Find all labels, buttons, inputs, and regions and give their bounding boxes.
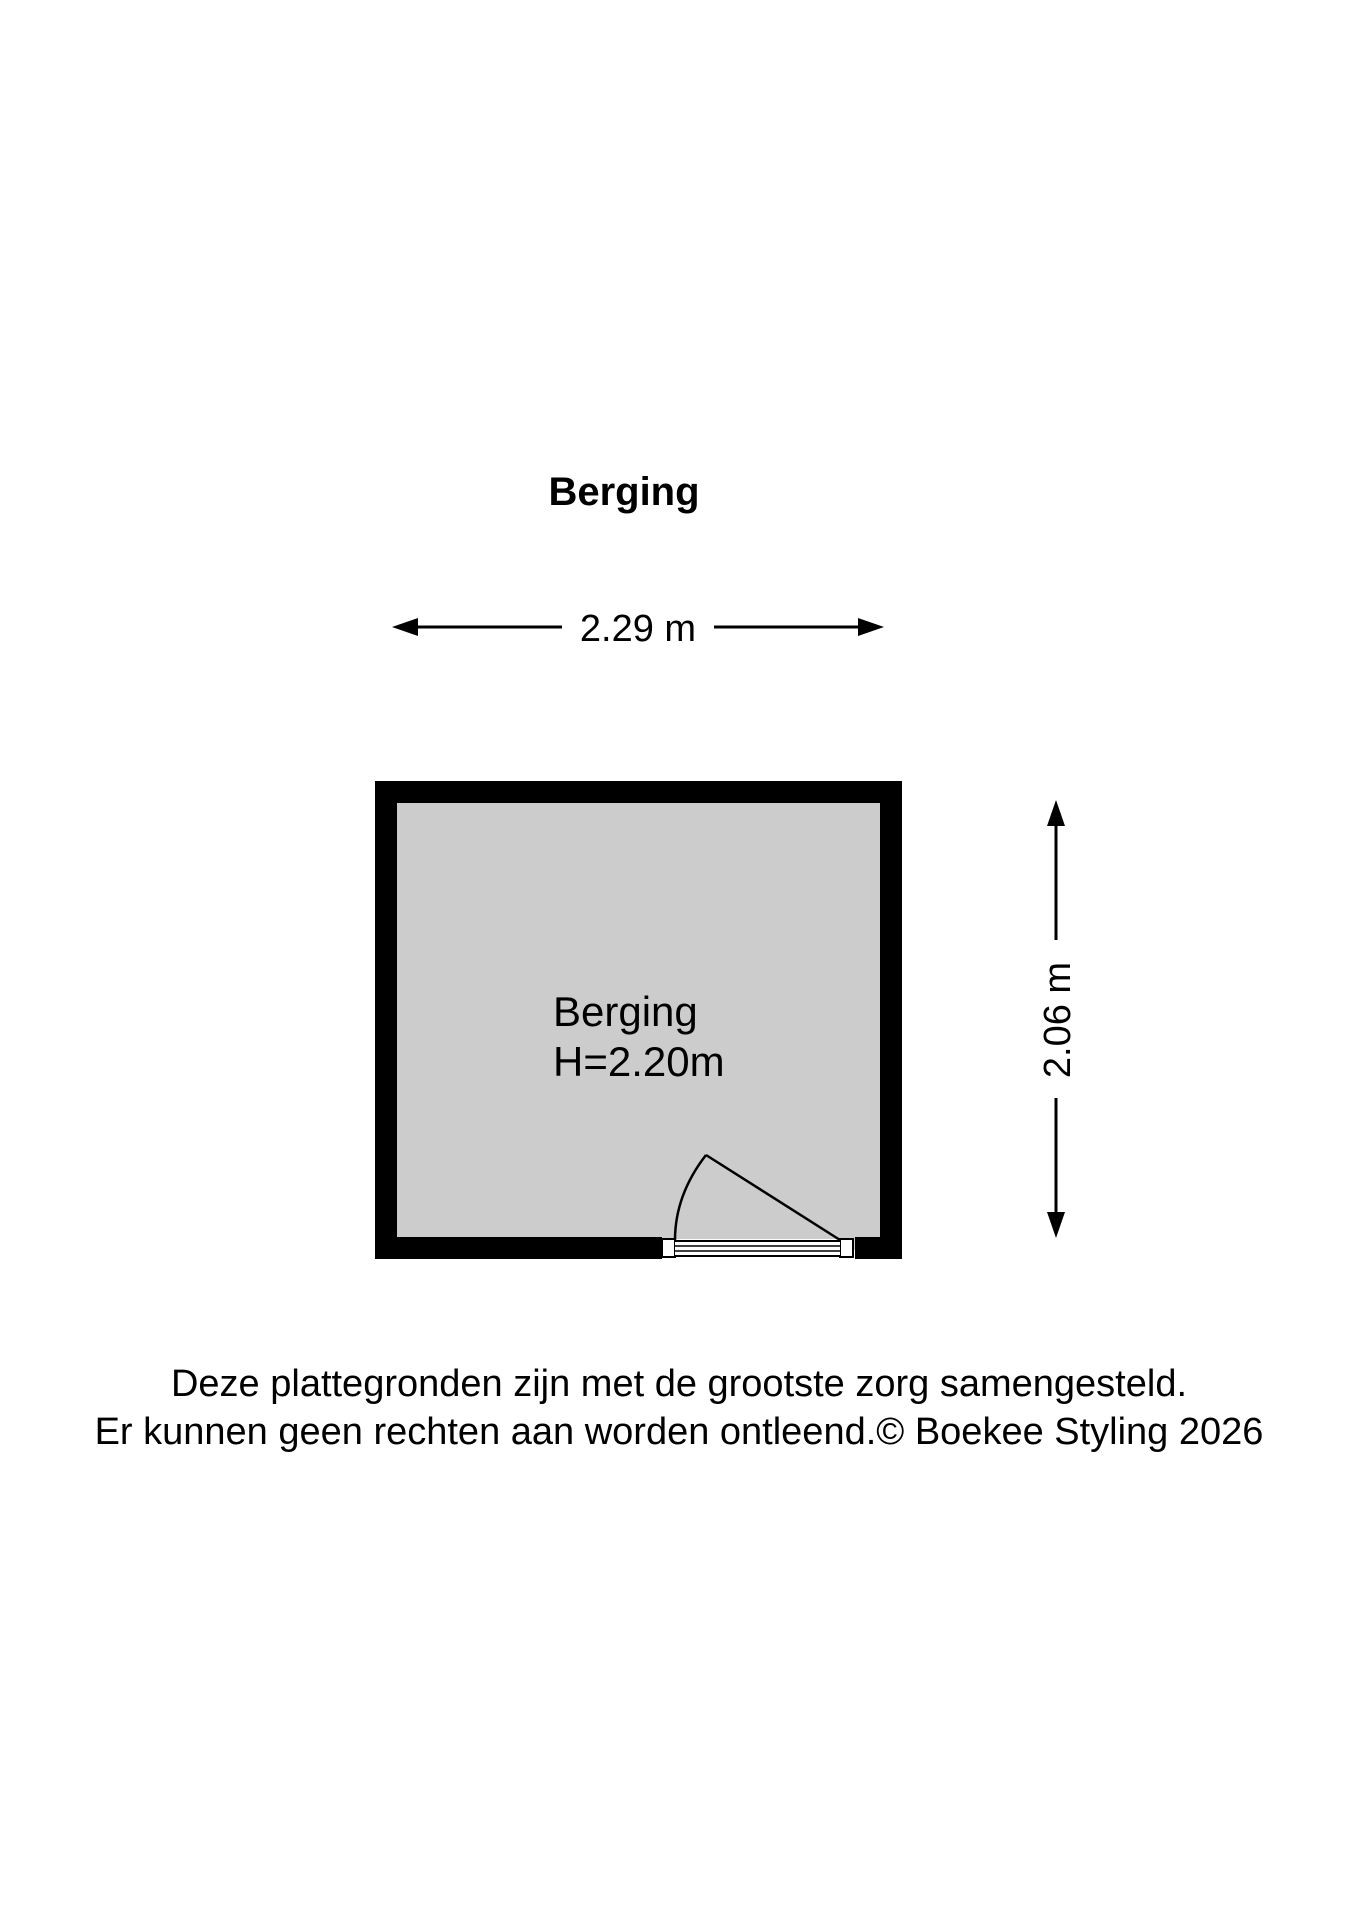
room-berging bbox=[375, 781, 902, 1259]
plan-title: Berging bbox=[548, 470, 700, 514]
room-name: Berging bbox=[553, 988, 698, 1035]
wall-bottom-right bbox=[855, 1237, 902, 1259]
door-jamb-left bbox=[662, 1239, 675, 1257]
depth-dimension bbox=[1037, 800, 1079, 1238]
width-arrow-left-icon bbox=[392, 618, 418, 636]
door-jamb-right bbox=[840, 1239, 853, 1257]
depth-arrow-down-icon bbox=[1047, 1212, 1065, 1238]
width-label: 2.29 m bbox=[579, 608, 697, 650]
wall-right bbox=[880, 781, 902, 1259]
wall-left bbox=[375, 781, 397, 1259]
wall-top bbox=[375, 781, 902, 803]
disclaimer-line-1: Deze plattegronden zijn met de grootste zorg samengesteld. bbox=[170, 1363, 1188, 1405]
disclaimer-line-2: Er kunnen geen rechten aan worden ontleend.© Boekee Styling 2026 bbox=[94, 1411, 1264, 1453]
depth-label: 2.06 m bbox=[1037, 961, 1079, 1079]
width-dimension bbox=[392, 608, 884, 650]
room-height: H=2.20m bbox=[553, 1038, 725, 1085]
wall-bottom-left bbox=[375, 1237, 662, 1259]
width-arrow-right-icon bbox=[858, 618, 884, 636]
depth-arrow-up-icon bbox=[1047, 800, 1065, 826]
